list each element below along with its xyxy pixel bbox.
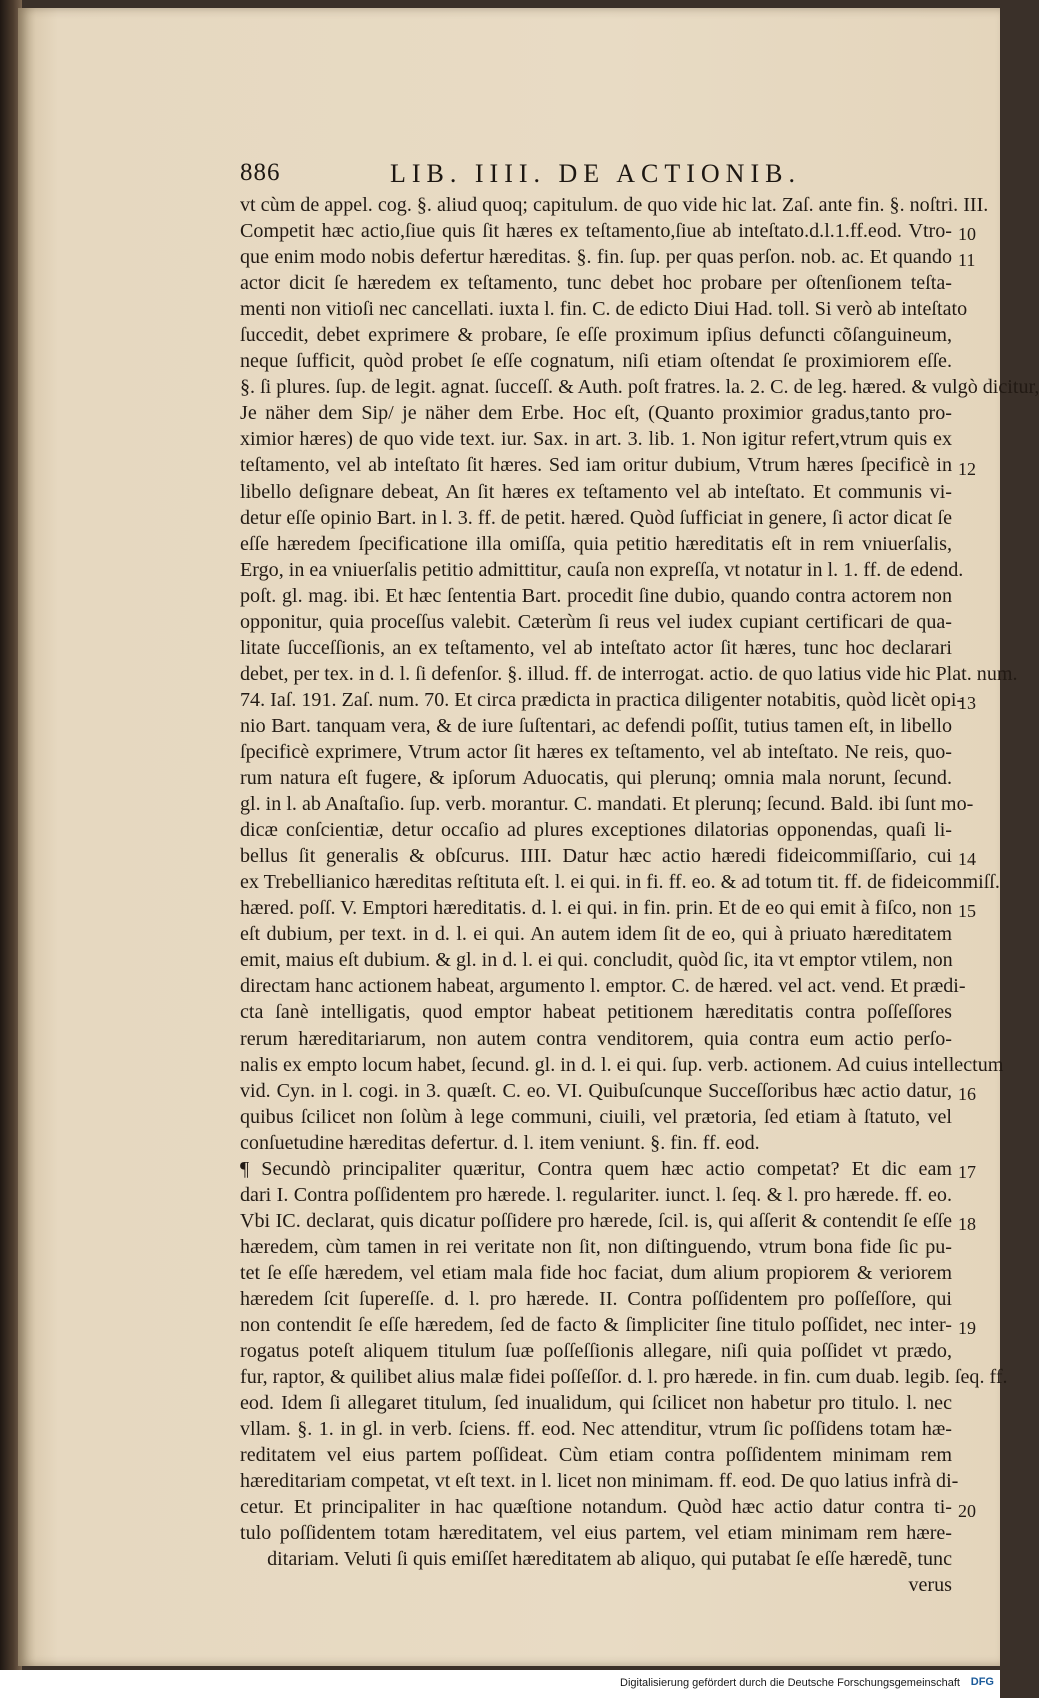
text-line: hæreditariam competat, vt eſt text. in l. licet non minimam. ff. eod. De quo latius infrà di- <box>240 1470 959 1493</box>
text-line: vid. Cyn. in l. cogi. in 3. quæſt. C. eo. VI. Quibuſcunque Succeſſoribus hæc actio datur, <box>240 1079 952 1102</box>
text-line: cetur. Et principaliter in hac quæſtione notandum. Quòd hæc actio datur contra ti- <box>240 1496 952 1519</box>
digitization-footer <box>0 1670 1000 1698</box>
text-line: hæredem ſcit ſupereſſe. d. l. pro hærede. II. Contra poſſidentem pro poſſeſſore, qui <box>240 1287 952 1310</box>
text-line: ximior hæres) de quo vide text. iur. Sax. in art. 3. lib. 1. Non igitur refert,vtrum quis ex <box>240 428 952 451</box>
margin-number: 10 <box>958 224 976 245</box>
text-line: litate ſucceſſionis, an ex teſtamento, vel ab inteſtato actor ſit hæres, tunc hoc declarari <box>240 636 952 659</box>
margin-number: 18 <box>958 1213 976 1234</box>
text-line: Ergo, in ea vniuerſalis petitio admittitur, cauſa non expreſſa, vt notatur in l. 1. ff. de edend. <box>240 558 964 581</box>
text-line: actor dicit ſe hæredem ex teſtamento, tunc debet hoc probare per oſtenſionem teſta- <box>240 272 952 295</box>
margin-number: 11 <box>958 250 976 271</box>
text-line: debet, per tex. in d. l. ſi defenſor. §. illud. ff. de interrogat. actio. de quo latius vide hic Plat. num. <box>240 662 1018 685</box>
text-line: directam hanc actionem habeat, argumento l. emptor. C. de hæred. vel act. vend. Et prædi- <box>240 975 966 998</box>
text-line: vllam. §. 1. in gl. in verb. ſciens. ff. eod. Nec attenditur, vtrum ſic poſſidens totam hæ- <box>240 1418 952 1441</box>
margin-number: 19 <box>958 1318 976 1339</box>
text-line: 74. Iaſ. 191. Zaſ. num. 70. Et circa prædicta in practica diligenter notabitis, quòd licèt opi- <box>240 688 964 711</box>
text-line: vt cùm de appel. cog. §. aliud quoq; capitulum. de quo vide hic lat. Zaſ. ante fin. §. noſtri. III. <box>240 194 989 216</box>
text-line: ex Trebellianico hæreditas reſtituta eſt. l. ei qui. in fi. ff. eo. & ad totum tit. ff. de fideicommiſſ. <box>240 871 1000 894</box>
text-line: nio Bart. tanquam vera, & de iure ſuſtentari, ac defendi poſſit, tutius tamen eſt, in libello <box>240 714 952 737</box>
text-line: neque ſufficit, quòd probet ſe eſſe cognatum, niſi etiam oſtendat ſe proximiorem eſſe. <box>240 350 952 373</box>
text-line: opponitur, quia proceſſus valebit. Cæterùm ſi reus vel iudex cupiant certificari de qua- <box>240 610 952 633</box>
footer-credit: Digitalisierung gefördert durch die Deutsche Forschungsgemeinschaft <box>620 1677 960 1689</box>
text-line: rum natura eſt fugere, & ipſorum Aduocatis, qui plerunq; omnia mala norunt, ſecund. <box>240 767 952 790</box>
text-line: Je näher dem Sip/ je näher dem Erbe. Hoc eſt, (Quanto proximior gradus,tanto pro- <box>240 402 952 425</box>
margin-number: 14 <box>958 849 976 870</box>
text-line: ſuccedit, debet exprimere & probare, ſe eſſe proximum ipſius defuncti cõſanguineum, <box>240 324 952 347</box>
text-line: nalis ex empto locum habet, ſecund. gl. in d. l. ei qui. ſup. verb. actionem. Ad cuius intellectum <box>240 1053 1004 1076</box>
margin-number: 17 <box>958 1161 976 1182</box>
page-number: 886 <box>240 159 281 186</box>
margin-number: 15 <box>958 901 976 922</box>
text-line: libello deſignare debeat, An ſit hæres ex teſtamento vel ab inteſtato. Et communis vi- <box>240 480 952 503</box>
text-line: quibus ſcilicet non ſolùm à lege communi, ciuili, vel prætoria, ſed etiam à ſtatuto, vel <box>240 1105 952 1128</box>
text-line: tulo poſſidentem totam hæreditatem, vel eius partem, vel etiam minimam rem hære- <box>240 1522 952 1545</box>
text-line: ſpecificè exprimere, Vtrum actor ſit hæres ex teſtamento, vel ab inteſtato. Ne reis, quo- <box>240 740 952 763</box>
text-line: eſt dubium, per text. in d. l. ei qui. An autem idem ſit de eo, qui à priuato hæreditatem <box>240 923 952 946</box>
text-line: detur eſſe opinio Bart. in l. 3. ff. de petit. hæred. Quòd ſufficiat in genere, ſi actor dicat ſe <box>240 506 952 529</box>
text-line: emit, maius eſt dubium. & gl. in d. l. ei qui. concludit, quòd ſic, ita vt emptor vtilem, non <box>240 949 953 972</box>
margin-number: 20 <box>958 1500 976 1521</box>
text-line: eſſe hæredem ſpecificatione illa omiſſa, quia petitio hæreditatis eſt in rem vniuerſalis, <box>240 532 952 555</box>
margin-number: 13 <box>958 692 976 713</box>
text-line: hæredem, cùm tamen in rei veritate non ſit, non diſtinguendo, vtrum bona fide ſic pu- <box>240 1235 952 1258</box>
text-line: bellus ſit generalis & obſcurus. IIII. Datur hæc actio hæredi fideicommiſſario, cui <box>240 845 952 868</box>
text-line: rogatus poteſt aliquem titulum ſuæ poſſeſſionis allegare, niſi quia poſſidet vt prædo, <box>240 1340 952 1363</box>
text-line: §. ſi plures. ſup. de legit. agnat. ſucceſſ. & Auth. poſt fratres. la. 2. C. de leg. hæred. & vulgò dicitur, <box>240 376 1039 399</box>
text-line: teſtamento, vel ab inteſtato ſit hæres. Sed iam oritur dubium, Vtrum hæres ſpecificè in <box>240 454 952 477</box>
dfg-logo: DFG <box>970 1676 994 1688</box>
running-title: LIB. IIII. DE ACTIONIB. <box>390 159 801 188</box>
margin-number: 16 <box>958 1083 976 1104</box>
text-line: ditariam. Veluti ſi quis emiſſet hæreditatem ab aliquo, qui putabat ſe eſſe hæredẽ, tunc <box>267 1548 952 1571</box>
text-line: hæred. poſſ. V. Emptori hæreditatis. d. l. ei qui. in fin. prin. Et de eo qui emit à fiſco, non <box>240 897 952 920</box>
text-line: reditatem vel eius partem poſſideat. Cùm etiam contra poſſidentem minimam rem <box>240 1444 952 1467</box>
text-line: conſuetudine hæreditas defertur. d. l. item veniunt. §. fin. ff. eod. <box>240 1131 760 1154</box>
text-line: dari I. Contra poſſidentem pro hærede. l. regulariter. iunct. l. ſeq. & l. pro hærede. ff. eo. <box>240 1183 952 1206</box>
text-line: non contendit ſe eſſe hæredem, ſed de facto & ſimpliciter ſine titulo poſſidet, nec inter- <box>240 1314 952 1337</box>
text-line: fur, raptor, & quilibet alius malæ fidei poſſeſſor. d. l. pro hærede. in fin. cum duab. legib. ſeq. ff. <box>240 1366 1008 1389</box>
text-line: cta ſanè intelligatis, quod emptor habeat petitionem hæreditatis contra poſſeſſores <box>240 1001 952 1024</box>
margin-number: 12 <box>958 458 976 479</box>
text-line: tet ſe eſſe hæredem, vel etiam mala fide hoc faciat, dum alium propiorem & veriorem <box>240 1261 952 1284</box>
text-line: eod. Idem ſi allegaret titulum, ſed inualidum, qui ſcilicet non habetur pro titulo. l. nec <box>240 1392 952 1415</box>
text-line: gl. in l. ab Anaſtaſio. ſup. verb. morantur. C. mandati. Et plerunq; ſecund. Bald. ibi ſunt mo- <box>240 793 974 816</box>
text-line: rerum hæreditariarum, non autem contra venditorem, quia contra eum actio perſo- <box>240 1027 952 1050</box>
text-line: ¶ Secundò principaliter quæritur, Contra quem hæc actio competat? Et dic eam <box>240 1157 952 1180</box>
text-line: que enim modo nobis defertur hæreditas. §. fin. ſup. per quas perſon. nob. ac. Et quando <box>240 246 952 269</box>
page-header <box>240 159 980 195</box>
text-line: dicæ conſcientiæ, detur occaſio ad plures exceptiones dilatorias opponendas, quaſi li- <box>240 819 952 842</box>
catchword: verus <box>908 1574 952 1597</box>
text-line: Competit hæc actio,ſiue quis ſit hæres ex teſtamento,ſiue ab inteſtato.d.l.1.ff.eod. Vtro- <box>240 220 952 243</box>
text-line: menti non vitioſi nec cancellati. iuxta l. fin. C. de edicto Diui Had. toll. Si verò ab inteſtato <box>240 298 968 321</box>
text-line: poſt. gl. mag. ibi. Et hæc ſententia Bart. procedit ſine dubio, quando contra actorem non <box>240 584 952 607</box>
text-line: Vbi IC. declarat, quis dicatur poſſidere pro hærede, ſcil. is, qui aſſerit & contendit ſe eſſe <box>240 1209 952 1232</box>
